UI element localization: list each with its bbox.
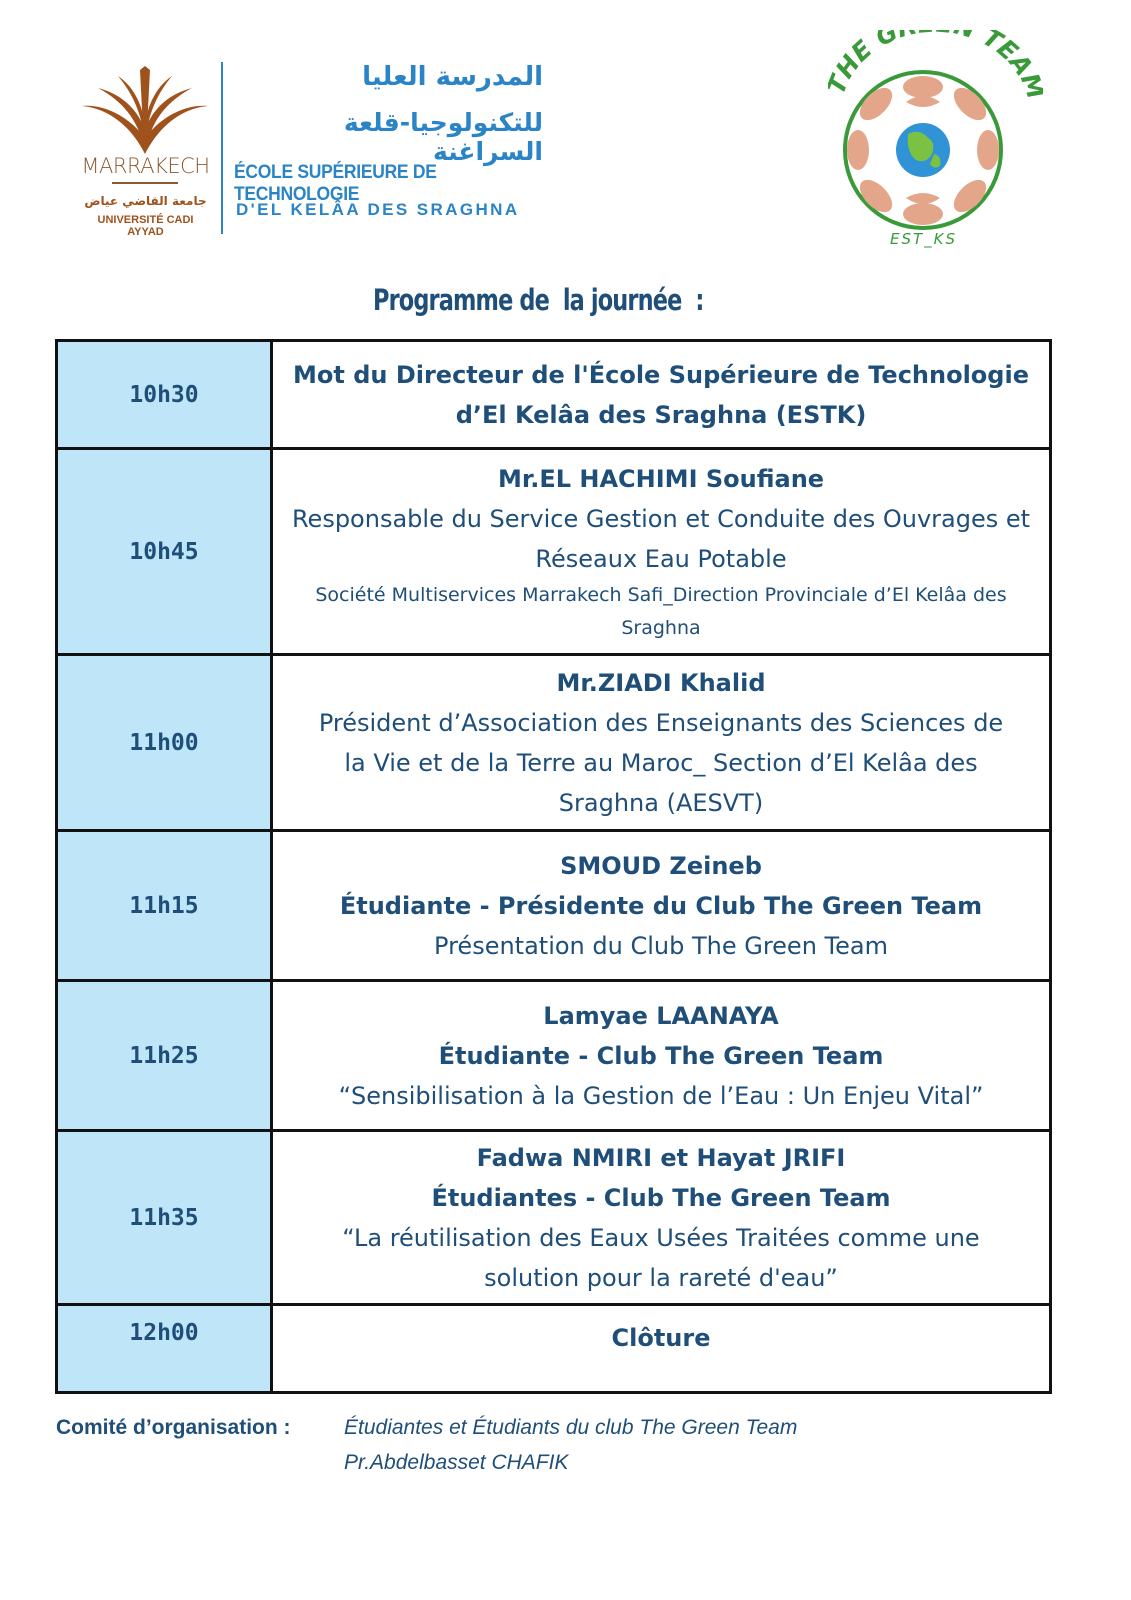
- schedule-line: Société Multiservices Marrakech Safi_Direction Provinciale d’El Kelâa des: [315, 583, 1007, 606]
- university-city: MARRAKECH: [81, 154, 210, 178]
- schedule-row: [57, 449, 1051, 655]
- schedule-row: [57, 1131, 1051, 1305]
- schedule-line: d’El Kelâa des Sraghna (ESTK): [455, 400, 867, 429]
- schedule-description: [272, 1131, 1051, 1305]
- schedule-line: Responsable du Service Gestion et Conduite des Ouvrages et: [291, 504, 1031, 533]
- logo-divider: [221, 62, 223, 234]
- schedule-description: [272, 341, 1051, 449]
- university-name-ar: جامعة القاضي عياض: [84, 194, 207, 208]
- schedule-row: [57, 341, 1051, 449]
- university-name-fr: UNIVERSITÉ CADI AYYAD: [97, 214, 194, 238]
- schedule-line: Réseaux Eau Potable: [535, 544, 787, 573]
- schedule-time: 12h00: [57, 1305, 272, 1393]
- university-divider: [112, 182, 178, 184]
- schedule-line: Sraghna: [621, 616, 701, 639]
- schedule-line: solution pour la rareté d'eau”: [484, 1263, 838, 1292]
- school-name-ar-line1: المدرسة العليا: [362, 62, 543, 92]
- schedule-time: 11h25: [57, 981, 272, 1131]
- schedule-time: 11h35: [57, 1131, 272, 1305]
- speaker-name: Mot du Directeur de l'École Supérieure de Technologie: [293, 360, 1029, 389]
- club-name-text: HE G TEA: [829, 30, 1039, 84]
- schedule-row: [57, 1305, 1051, 1393]
- program-title: Programme de la journée :: [373, 283, 704, 317]
- university-logo: [78, 66, 213, 236]
- schedule-line: la Vie et de la Terre au Maroc_ Section d’El Kelâa des: [344, 748, 978, 777]
- speaker-name: Clôture: [611, 1324, 711, 1352]
- speaker-name: Mr.ZIADI Khalid: [556, 668, 766, 697]
- schedule-row: [57, 831, 1051, 981]
- schedule-row: [57, 981, 1051, 1131]
- schedule-line: Étudiante - Présidente du Club The Green Team: [339, 891, 983, 920]
- speaker-name: SMOUD Zeineb: [560, 851, 762, 880]
- schedule-table: [55, 339, 1052, 1394]
- schedule-line: Étudiante - Club The Green Team: [438, 1041, 884, 1070]
- speaker-name: Lamyae LAANAYA: [543, 1001, 779, 1030]
- committee-supervisor: Pr.Abdelbasset CHAFIK: [344, 1451, 569, 1474]
- schedule-row: [57, 655, 1051, 831]
- schedule-description: [272, 449, 1051, 655]
- schedule-description: [272, 831, 1051, 981]
- committee-members: Étudiantes et Étudiants du club The Green Team: [344, 1416, 798, 1439]
- school-name-ar-line2: للتكنولوجيا-قلعة السراغنة: [343, 108, 543, 166]
- schedule-time: 11h15: [57, 831, 272, 981]
- schedule-line: Sraghna (AESVT): [558, 788, 764, 817]
- schedule-time: 10h45: [57, 449, 272, 655]
- school-name-fr-line1: ÉCOLE SUPÉRIEURE DE TECHNOLOGIE: [234, 162, 437, 205]
- committee-label: Comité d’organisation :: [56, 1416, 291, 1439]
- schedule-time: 10h30: [57, 341, 272, 449]
- schedule-time: 11h00: [57, 655, 272, 831]
- globe-icon: [896, 123, 950, 177]
- schedule-line: Étudiantes - Club The Green Team: [431, 1183, 891, 1212]
- schedule-description: [272, 655, 1051, 831]
- club-tag-text: EST_KS: [890, 230, 958, 248]
- schedule-description: [272, 981, 1051, 1131]
- speaker-name: Fadwa NMIRI et Hayat JRIFI: [476, 1143, 846, 1172]
- schedule-line: “La réutilisation des Eaux Usées Traitées comme une: [342, 1223, 980, 1252]
- schedule-line: Président d’Association des Enseignants des Sciences de: [318, 708, 1004, 737]
- club-logo: [828, 30, 1043, 255]
- university-emblem-icon: [78, 66, 213, 156]
- school-name-fr-line2: D'EL KELÂA DES SRAGHNA: [236, 200, 520, 219]
- green-team-logo-icon: [828, 30, 1043, 255]
- schedule-line: Présentation du Club The Green Team: [434, 931, 888, 960]
- schedule-line: “Sensibilisation à la Gestion de l’Eau : Un Enjeu Vital”: [338, 1081, 984, 1110]
- speaker-name: Mr.EL HACHIMI Soufiane: [497, 464, 825, 493]
- schedule-description: [272, 1305, 1051, 1393]
